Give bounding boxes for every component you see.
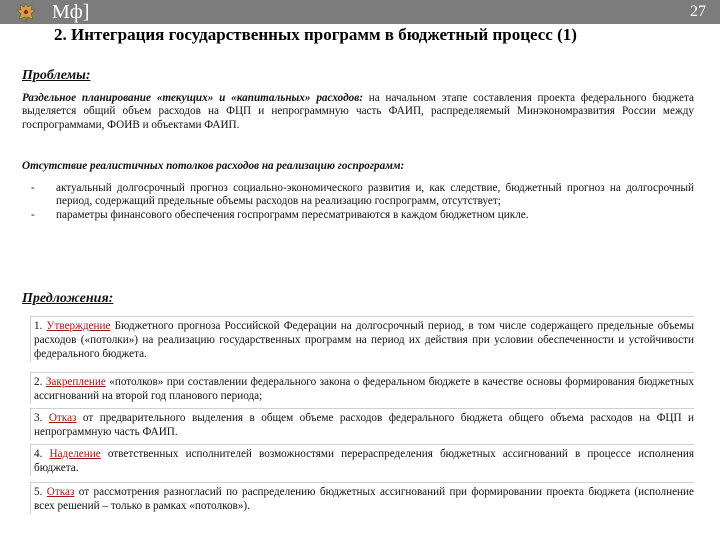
problem-2-lead: Отсутствие реалистичных потолков расходов на реализацию госпрограмм: bbox=[22, 160, 405, 172]
proposal-text: от рассмотрения разногласий по распределению бюджетных ассигнований при формировании проекта бюджета (исполнение всех решений – только в рамках «потолков»). bbox=[34, 486, 694, 512]
header-bar bbox=[0, 0, 720, 24]
dash-bullet: - bbox=[31, 208, 35, 221]
problem-paragraph-1 bbox=[22, 92, 694, 132]
page-number: 27 bbox=[690, 3, 706, 20]
proposal-keyword: Отказ bbox=[48, 412, 77, 424]
proposal-item-1 bbox=[30, 316, 694, 362]
proposals-heading: Предложения: bbox=[22, 291, 114, 306]
problem-1-lead: Раздельное планирование «текущих» и «капитальных» расходов: bbox=[22, 92, 363, 104]
proposal-text: ответственных исполнителей возможностями перераспределения бюджетных ассигнований в процессе исполнения бюджета. bbox=[34, 448, 694, 474]
proposal-number: 5. bbox=[34, 486, 43, 498]
proposal-item-5 bbox=[30, 482, 694, 514]
proposal-number: 3. bbox=[34, 412, 43, 424]
proposal-text: от предварительного выделения в общем объеме расходов федерального бюджета общего объема расходов на ФЦП и непрограммную часть ФАИП. bbox=[34, 412, 695, 438]
proposal-keyword: Наделение bbox=[49, 448, 101, 460]
proposal-text: «потолков» при составлении федерального закона о федеральном бюджете в качестве основы формирования бюджетных ассигнований на второй год планового периода; bbox=[34, 376, 694, 402]
problem-item-text: параметры финансового обеспечения госпрограмм пересматриваются в каждом бюджетном цикле. bbox=[56, 208, 529, 221]
proposal-keyword: Утверждение bbox=[46, 320, 111, 332]
problems-heading: Проблемы: bbox=[22, 68, 91, 83]
proposal-item-2 bbox=[30, 372, 694, 404]
problem-list bbox=[22, 182, 694, 222]
problem-paragraph-2 bbox=[22, 160, 694, 173]
proposal-keyword: Закрепление bbox=[45, 376, 106, 388]
proposal-item-4 bbox=[30, 444, 694, 476]
proposal-number: 4. bbox=[34, 448, 43, 460]
slide-title: 2. Интеграция государственных программ в бюджетный процесс (1) bbox=[54, 25, 577, 44]
dash-bullet: - bbox=[31, 182, 35, 194]
proposal-keyword: Отказ bbox=[46, 486, 75, 498]
problem-1-text: на начальном этапе составления проекта федерального бюджета выделяется общий объем расходов на ФЦП и непрограммную часть ФАИП, распределяемый Минэкономразвития России между госпрограммами, ФОИВ и объектами ФАИП. bbox=[22, 92, 694, 131]
problem-item-text: актуальный долгосрочный прогноз социально-экономического развития и, как следствие, бюджетный прогноз на долгосрочный период, содержащий предельные объемы расходов на реализацию госпрограмм, отсутствует; bbox=[56, 182, 694, 208]
proposal-number: 2. bbox=[34, 376, 43, 388]
proposal-item-3 bbox=[30, 408, 694, 440]
brand-logo-text: Мф] bbox=[52, 1, 90, 23]
proposal-text: Бюджетного прогноза Российской Федерации на долгосрочный период, в том числе содержащего предельные объемы расходов («потолки») на реализацию государственных программ на период их действия при условии обеспеченности и устойчивости федерального бюджета. bbox=[34, 320, 694, 360]
emblem-icon bbox=[14, 2, 38, 24]
proposal-number: 1. bbox=[34, 320, 43, 332]
list-item bbox=[22, 182, 694, 209]
list-item bbox=[22, 209, 694, 222]
